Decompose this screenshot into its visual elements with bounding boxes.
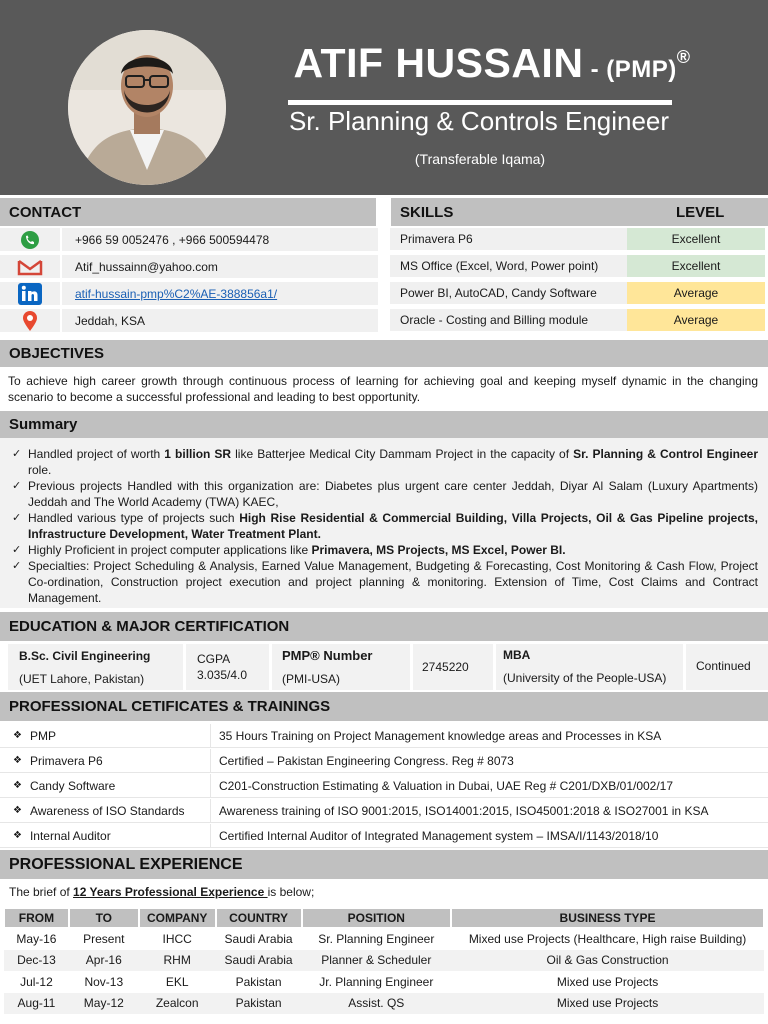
job-title: Sr. Planning & Controls Engineer	[288, 106, 670, 136]
table-row	[4, 928, 764, 950]
candidate-name: ATIF HUSSAIN - (PMP)®	[293, 40, 691, 86]
skill-row	[390, 228, 768, 253]
profile-photo	[68, 30, 226, 185]
edu-degree-school: (UET Lahore, Pakistan)	[19, 672, 145, 686]
objectives-heading: OBJECTIVES	[0, 340, 768, 367]
cert-row	[0, 724, 768, 748]
column-header: COUNTRY	[216, 908, 302, 928]
cert-detail: 35 Hours Training on Project Management knowledge areas and Processes in KSA	[210, 724, 768, 747]
cert-name: Candy Software	[29, 778, 116, 793]
table-cell: Mixed use Projects	[556, 974, 659, 989]
contact-location-row	[0, 309, 378, 334]
phone-icon	[0, 230, 60, 250]
contact-linkedin-link[interactable]: atif-hussain-pmp%C2%AE-388856a1/	[60, 282, 277, 305]
table-cell: Pakistan	[235, 974, 282, 989]
diamond-bullet-icon: ❖	[13, 830, 22, 841]
job-subtitle: (Transferable Iqama)	[414, 151, 546, 167]
table-cell: Saudi Arabia	[224, 932, 293, 947]
table-cell: Apr-16	[69, 950, 139, 972]
header-divider	[288, 100, 672, 105]
diamond-bullet-icon: ❖	[13, 730, 22, 741]
contact-location-text: Jeddah, KSA	[60, 309, 145, 332]
table-cell: Zealcon	[139, 993, 216, 1015]
skill-row	[390, 282, 768, 307]
contact-heading: CONTACT	[0, 198, 376, 226]
edu-pmp-label: PMP® Number	[282, 648, 373, 663]
cert-row	[0, 749, 768, 773]
edu-pmp-number-cell	[413, 644, 493, 690]
certificates-heading: PROFESSIONAL CETIFICATES & TRAININGS	[0, 692, 768, 721]
skills-title: SKILLS	[400, 203, 454, 221]
edu-pmp-cell	[272, 644, 410, 690]
cert-detail: Awareness training of ISO 9001:2015, ISO14001:2015, ISO45001:2018 & ISO27001 in KSA	[210, 799, 768, 822]
checkmark-icon: ✓	[12, 544, 22, 556]
experience-table	[3, 907, 765, 1014]
summary-item-fragment: like Batterjee Medical City Dammam Project in the capacity of	[231, 447, 574, 461]
table-cell: Oil & Gas Construction	[451, 950, 764, 972]
experience-heading: PROFESSIONAL EXPERIENCE	[0, 850, 768, 879]
skill-row	[390, 309, 768, 334]
edu-cgpa-value: 3.035/4.0	[197, 668, 248, 682]
cert-name: Internal Auditor	[29, 828, 111, 843]
contact-email-text[interactable]: Atif_hussainn@yahoo.com	[60, 255, 218, 278]
table-cell: Jul-12	[20, 974, 53, 989]
table-cell: RHM	[139, 950, 216, 972]
skill-level-badge: Excellent	[627, 255, 765, 277]
summary-item-fragment: Handled various type of projects such	[28, 511, 240, 525]
experience-intro-post: is below;	[267, 885, 315, 899]
summary-item	[12, 510, 758, 542]
table-cell: Pakistan	[216, 993, 302, 1015]
header-banner	[0, 0, 768, 195]
skill-row	[390, 255, 768, 280]
column-header: POSITION	[302, 908, 452, 928]
cert-name: PMP	[29, 728, 56, 743]
checkmark-icon: ✓	[12, 448, 22, 460]
edu-mba-cell	[496, 644, 683, 690]
table-cell: EKL	[165, 974, 189, 989]
table-header-row	[4, 908, 764, 928]
diamond-bullet-icon: ❖	[13, 755, 22, 766]
table-cell: Nov-13	[84, 974, 124, 989]
summary-item-text	[28, 478, 758, 510]
summary-item	[12, 478, 758, 510]
table-cell: Mixed use Projects (Healthcare, High raise Building)	[468, 932, 747, 947]
location-pin-icon	[0, 310, 60, 332]
cert-name: Primavera P6	[29, 753, 103, 768]
table-cell: Saudi Arabia	[216, 950, 302, 972]
summary-section	[0, 438, 768, 608]
table-cell: Mixed use Projects	[451, 993, 764, 1015]
contact-email-row	[0, 255, 378, 280]
table-row	[4, 993, 764, 1015]
column-header: FROM	[4, 908, 69, 928]
edu-pmp-org: (PMI-USA)	[282, 672, 340, 686]
table-cell: Present	[83, 932, 125, 947]
table-row	[4, 950, 764, 972]
column-header: TO	[69, 908, 139, 928]
experience-intro	[9, 885, 314, 899]
cert-row	[0, 774, 768, 798]
edu-mba-status: Continued	[696, 659, 751, 673]
diamond-bullet-icon: ❖	[13, 805, 22, 816]
summary-item-bold: High Rise Residential & Commercial Building, Villa Projects, Oil & Gas Pipeline projects, Infrastructure Development, Water Treatment Plant.	[28, 511, 758, 541]
summary-item-text	[28, 446, 758, 478]
cert-row	[0, 824, 768, 848]
skills-heading	[391, 198, 768, 226]
checkmark-icon: ✓	[12, 512, 22, 524]
edu-pmp-number: 2745220	[422, 660, 469, 674]
experience-intro-pre: The brief of	[9, 885, 74, 899]
column-header: BUSINESS TYPE	[451, 908, 764, 928]
table-cell: Planner & Scheduler	[302, 950, 452, 972]
linkedin-icon	[0, 283, 60, 305]
cert-name: Awareness of ISO Standards	[29, 803, 185, 818]
diamond-bullet-icon: ❖	[13, 780, 22, 791]
skill-level-badge: Average	[627, 282, 765, 304]
checkmark-icon: ✓	[12, 480, 22, 492]
summary-item	[12, 558, 758, 606]
summary-item-bold: Primavera, MS Projects, MS Excel, Power BI.	[311, 543, 566, 557]
summary-item-text	[28, 510, 758, 542]
summary-item-fragment: Handled project of worth	[28, 447, 165, 461]
table-cell: Assist. QS	[302, 993, 452, 1015]
edu-cgpa-cell	[186, 644, 269, 690]
skill-name: Oracle - Costing and Billing module	[390, 309, 627, 331]
table-cell: Dec-13	[4, 950, 69, 972]
cert-row	[0, 799, 768, 823]
table-cell: Jr. Planning Engineer	[319, 974, 434, 989]
cert-detail: Certified – Pakistan Engineering Congress. Reg # 8073	[210, 749, 768, 772]
cert-detail: Certified Internal Auditor of Integrated Management system – IMSA/I/1143/2018/10	[210, 824, 768, 847]
table-cell: Aug-11	[4, 993, 69, 1015]
experience-intro-bold: 12 Years Professional Experience	[73, 885, 268, 899]
summary-item-bold: Sr. Planning & Control Engineer	[573, 447, 759, 461]
mail-icon	[0, 258, 60, 276]
edu-degree: B.Sc. Civil Engineering	[19, 649, 151, 663]
edu-degree-cell	[8, 644, 183, 690]
education-heading: EDUCATION & MAJOR CERTIFICATION	[0, 612, 768, 641]
skill-level-badge: Average	[627, 309, 765, 331]
summary-item-bold: 1 billion SR	[164, 447, 232, 461]
summary-item-text	[28, 558, 758, 606]
edu-cgpa-label: CGPA	[197, 652, 231, 666]
summary-item	[12, 542, 758, 558]
edu-mba-label: MBA	[503, 648, 531, 662]
table-cell: May-16	[16, 932, 57, 947]
edu-mba-status-cell	[686, 644, 768, 690]
edu-mba-school: (University of the People-USA)	[503, 671, 667, 685]
level-title: LEVEL	[675, 203, 725, 221]
objectives-text: To achieve high career growth through continuous process of learning for achieving goal and keeping myself dynamic in the changing scenario to become a successful professional and leading to best opportunity.	[8, 374, 758, 404]
checkmark-icon: ✓	[12, 560, 22, 572]
summary-heading: Summary	[0, 411, 768, 438]
table-cell: May-12	[69, 993, 139, 1015]
column-header: COMPANY	[139, 908, 216, 928]
summary-item-fragment: Highly Proficient in project computer applications like	[28, 543, 312, 557]
summary-item-fragment: role.	[28, 463, 52, 477]
summary-item-text	[28, 542, 758, 558]
skill-name: MS Office (Excel, Word, Power point)	[390, 255, 627, 277]
contact-phone-text: +966 59 0052476 , +966 500594478	[60, 228, 269, 251]
summary-item-fragment: Previous projects Handled with this organization are: Diabetes plus urgent care center Jeddah, Diyar Al Salam (Luxury Apartments) Jeddah and The World Academy (TWA) KAEC,	[28, 479, 758, 509]
table-cell: Sr. Planning Engineer	[318, 932, 435, 947]
skill-level-badge: Excellent	[627, 228, 765, 250]
summary-list	[12, 446, 758, 606]
table-row	[4, 971, 764, 993]
table-cell: IHCC	[162, 932, 192, 947]
skill-name: Primavera P6	[390, 228, 627, 250]
contact-phone-row	[0, 228, 378, 253]
summary-item-fragment: Specialties: Project Scheduling & Analysis, Earned Value Management, Budgeting & Forecasting, Cost Monitoring & Cash Flow, Project Co-ordination, Construction project execution and project planning & monitoring. Extension of Time, Cost Claims and Contract Management.	[28, 559, 758, 605]
experience-table-body	[4, 928, 764, 1014]
cert-detail: C201-Construction Estimating & Valuation in Dubai, UAE Reg # C201/DXB/01/002/17	[210, 774, 768, 797]
skill-name: Power BI, AutoCAD, Candy Software	[390, 282, 627, 304]
contact-linkedin-row	[0, 282, 378, 307]
summary-item	[12, 446, 758, 478]
